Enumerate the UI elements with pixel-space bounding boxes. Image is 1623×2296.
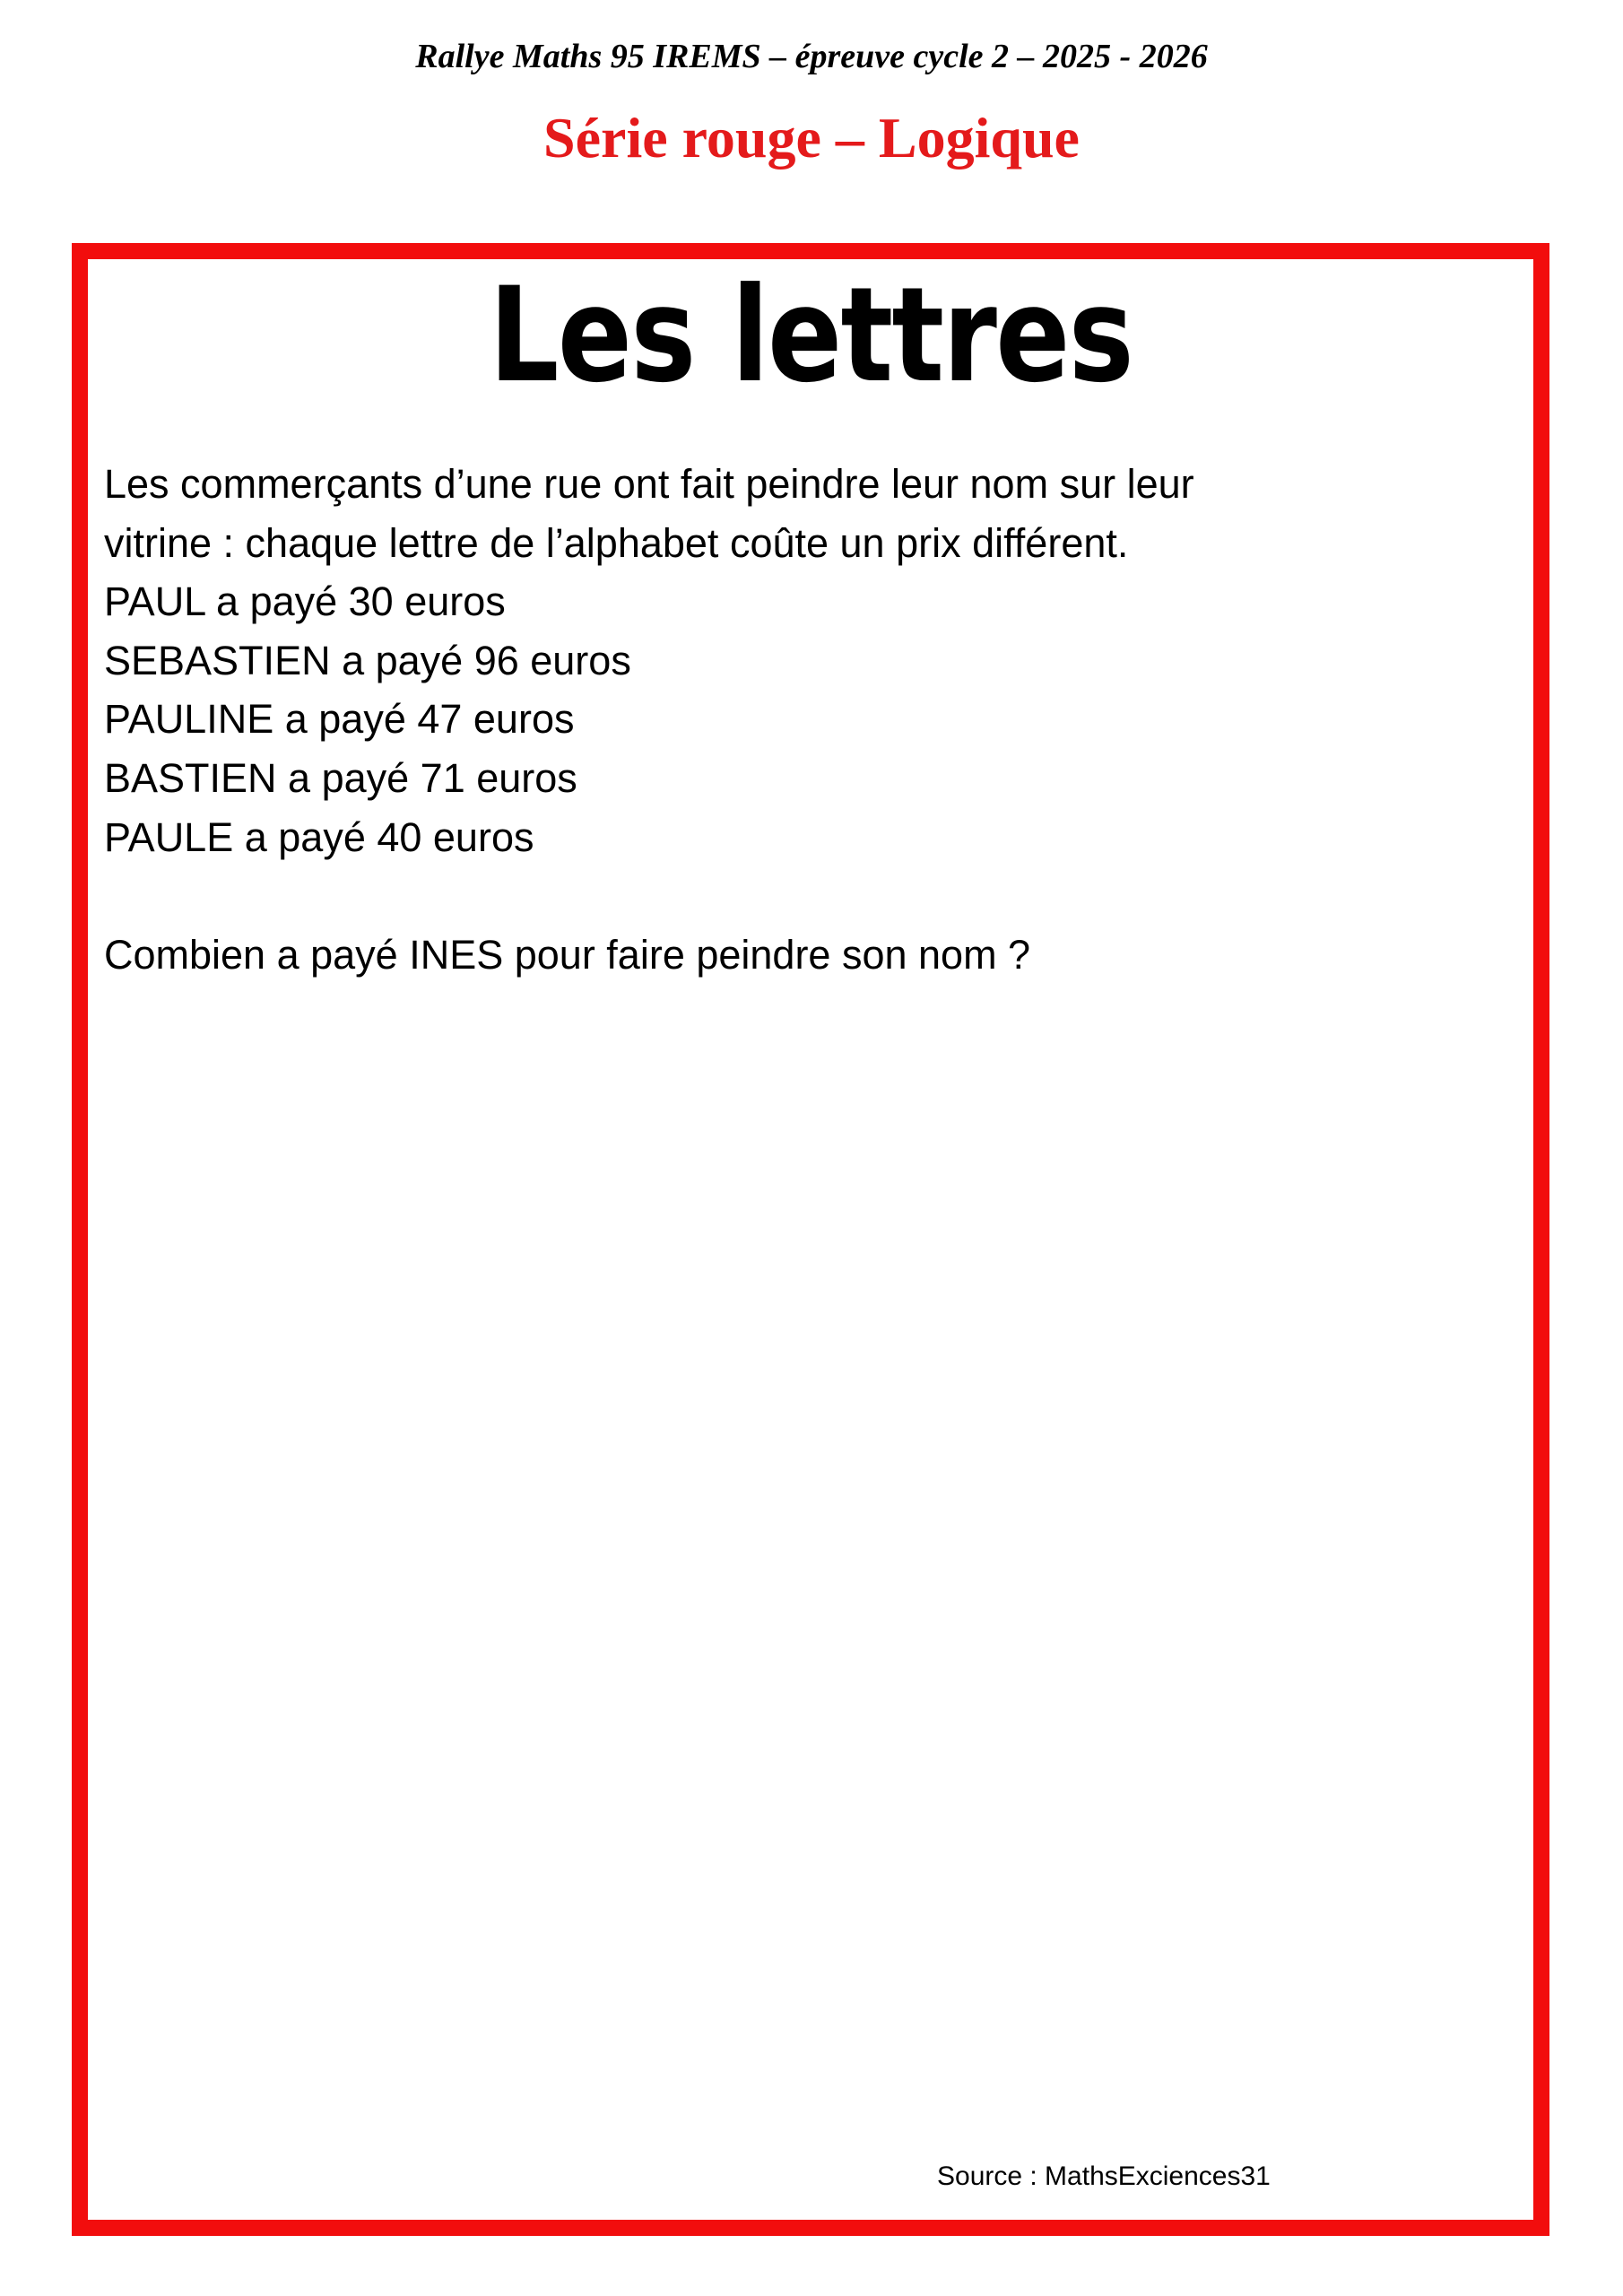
problem-question: Combien a payé INES pour faire peindre son nom ? — [104, 931, 1031, 978]
problem-title-text: Les lettres — [489, 259, 1133, 412]
statement-line: SEBASTIEN a payé 96 euros — [104, 637, 631, 683]
blank-line — [104, 866, 1503, 926]
statement-line: PAULINE a payé 47 euros — [104, 696, 575, 743]
source-credit: Source : MathsExciences31 — [937, 2161, 1271, 2191]
statement-line: PAULE a payé 40 euros — [104, 813, 534, 860]
statement-line: vitrine : chaque lettre de l’alphabet coûte un prix différent. — [104, 519, 1129, 566]
problem-statement — [104, 455, 1503, 984]
statement-line: Les commerçants d’une rue ont fait peindre leur nom sur leur — [104, 461, 1194, 507]
document-header: Rallye Maths 95 IREMS – épreuve cycle 2 – 2025 - 2026 — [415, 38, 1208, 75]
problem-title — [88, 259, 1533, 412]
series-title: Série rouge – Logique — [543, 106, 1080, 170]
statement-line: PAUL a payé 30 euros — [104, 578, 506, 625]
problem-box — [72, 243, 1549, 2236]
statement-line: BASTIEN a payé 71 euros — [104, 754, 577, 801]
